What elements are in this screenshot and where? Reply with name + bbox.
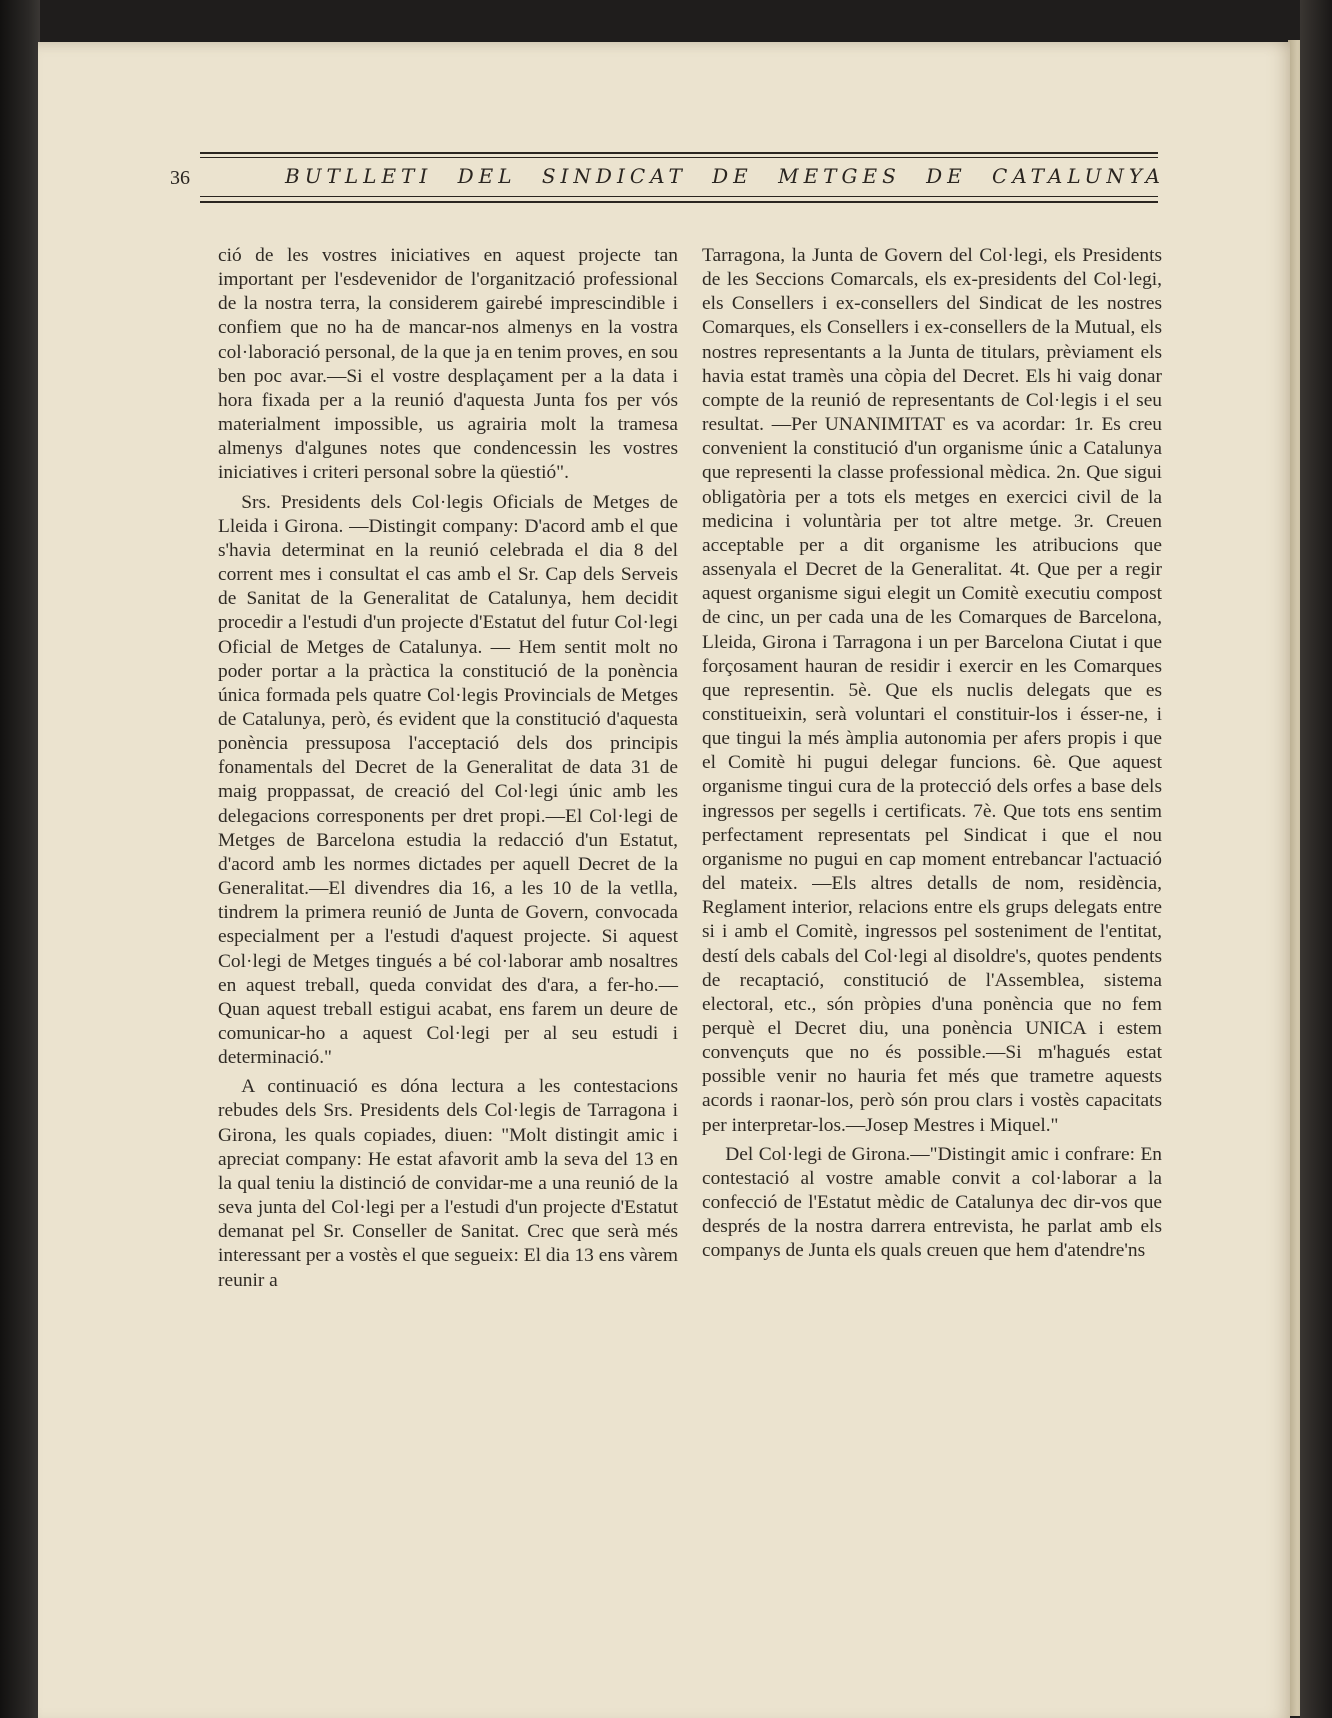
paragraph: ció de les vostres iniciatives en aquest projecte tan important per l'esdevenidor de l'organització professional de la nostra terra, la considerem gairebé imprescindible i confiem que no ha de mancar-nos almenys en la vostra col·laboració personal, de la que ja en tenim proves, en sou ben poc avar.—Si el vostre desplaçament per a la data i hora fixada per a la reunió d'aquesta Junta fos per vós materialment impossible, us agrairia molt la tramesa almenys d'algunes notes que condencessin les vostres iniciatives i criteri personal sobre la qüestió". [218, 245, 678, 484]
scan-background-left [0, 0, 40, 1718]
page-number: 36 [170, 167, 190, 189]
running-title: BUTLLETI DEL SINDICAT DE METGES DE CATALUNYA [285, 164, 1165, 188]
paragraph: Srs. Presidents dels Col·legis Oficials de Metges de Lleida i Girona. —Distingit company: D'acord amb el que s'havia determinat en la reunió celebrada el dia 8 del corrent mes i consultat el cas amb el Sr. Cap dels Serveis de Sanitat de la Generalitat de Catalunya, hem decidit procedir a l'estudi d'un projecte d'Estatut del futur Col·legi Oficial de Metges de Catalunya. — Hem sentit molt no poder portar a la pràctica la constitució de la ponència única formada pels quatre Col·legis Provincials de Metges de Catalunya, però, és evident que la constitució d'aquesta ponència pressuposa l'acceptació dels dos principis fonamentals del Decret de la Generalitat de data 31 de maig proppassat, de creació del Col·legi únic amb les delegacions corresponents per dret propi.—El Col·legi de Metges de Barcelona estudia la redacció d'un Estatut, d'acord amb les normes dictades per aquell Decret de la Generalitat.—El divendres dia 16, a les 10 de la vetlla, tindrem la primera reunió de Junta de Govern, convocada especialment per a l'estudi d'aquest projecte. Si aquest Col·legi de Metges tingués a bé col·laborar amb nosaltres en aquest treball, queda convidat des d'ara, a fer-ho.—Quan aquest treball estigui acabat, ens farem un deure de comunicar-ho a aquest Col·legi per al seu estudi i determinació." [218, 491, 678, 1069]
paragraph: A continuació es dóna lectura a les contestacions rebudes dels Srs. Presidents dels Col·legis de Tarragona i Girona, les quals copiades, diuen: "Molt distingit amic i apreciat company: He estat afavorit amb la seva del 13 en la qual teniu la distinció de convidar-me a una reunió de la seva junta del Col·legi per a l'estudi d'un projecte d'Estatut demanat pel Sr. Conseller de Sanitat. Crec que serà més interessant per a vostès el que segueix: El dia 13 ens vàrem reunir a [218, 1076, 678, 1291]
header-rule-top-thin [200, 157, 1158, 158]
paragraph: Tarragona, la Junta de Govern del Col·legi, els Presidents de les Seccions Comarcals, els ex-presidents del Col·legi, els Consellers i ex-consellers del Sindicat de les nostres Comarques, els Consellers i ex-consellers de la Mutual, els nostres representants a la Junta de titulars, prèviament els havia estat tramès una còpia del Decret. Els hi vaig donar compte de la reunió de representants de Col·legis i el seu resultat. —Per UNANIMITAT es va acordar: 1r. Es creu convenient la constitució d'un organisme únic a Catalunya que representi la classe professional mèdica. 2n. Que sigui obligatòria per a tots els metges en exercici civil de la medicina i voluntària per tot altre metge. 3r. Creuen acceptable per a dit organisme les atribucions que assenyala el Decret de la Generalitat. 4t. Que per a regir aquest organisme sigui elegit un Comitè executiu compost de cinc, un per cada una de les Comarques de Barcelona, Lleida, Girona i Tarragona i un per Barcelona Ciutat i que forçosament hauran de residir i exercir en les Comarques que representin. 5è. Que els nuclis delegats que es constitueixin, serà voluntari el constituir-los i ésser-ne, i que tingui la més àmplia autonomia per afers propis i que el Comitè hi pugui delegar funcions. 6è. Que aquest organisme tingui cura de la protecció dels orfes a base dels ingressos per segells i certificats. 7è. Que tots ens sentim perfectament representats pel Sindicat i que el nou organisme no pugui en cap moment entrebancar l'actuació del mateix. —Els altres detalls de nom, residència, Reglament interior, relacions entre els grups delegats entre si i amb el Comitè, ingressos pel sosteniment de l'entitat, destí dels cabals del Col·legi al disoldre's, quotes pendents de recaptació, constitució de l'Assemblea, sistema electoral, etc., són pròpies d'una ponència que no fem perquè el Decret diu, una ponència UNICA i estem convençuts que no és possible.—Si m'hagués estat possible venir no hauria fet més que trametre aquests acords i raonar-los, però són prou clars i vostès capacitats per interpretar-los.—Josep Mestres i Miquel." [702, 245, 1162, 1136]
header-rule-bottom [200, 201, 1158, 203]
scan-background-right [1300, 0, 1332, 1718]
header-rule-top [200, 152, 1158, 154]
page-header [170, 152, 1165, 206]
paragraph: Del Col·legi de Girona.—"Distingit amic i confrare: En contestació al vostre amable convit a col·laborar a la confecció de l'Estatut mèdic de Catalunya dec dir-vos que després de la nostra darrera entrevista, he parlat amb els companys de Junta els quals creuen que hem d'atendre'ns [702, 1143, 1162, 1262]
header-rule-bottom-thin [200, 196, 1158, 197]
text-column-left [218, 244, 678, 1293]
text-column-right [702, 244, 1162, 1264]
